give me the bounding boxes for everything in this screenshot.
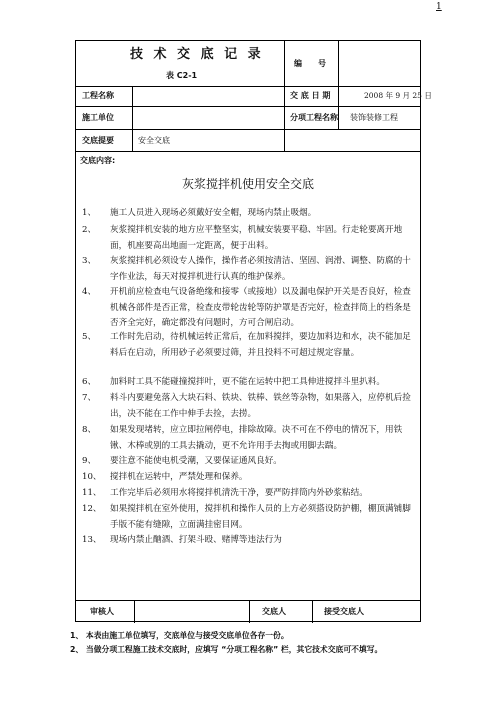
- page-number: 1: [436, 2, 442, 12]
- item-text: 料斗内要避免落入大块石料、铁块、铁棒、铁丝等杂物，如果落入，应停机后捡出，决不能在工作中伸手去捡，去捞。: [110, 393, 411, 419]
- disclosure-item: [82, 206, 416, 222]
- disclosure-item: [82, 375, 416, 391]
- reviewer-signature[interactable]: [138, 607, 246, 617]
- item-number: 4、: [82, 287, 97, 297]
- item-number: 13、: [82, 535, 102, 545]
- item-number: 1、: [82, 208, 97, 218]
- sub-project-value[interactable]: 装饰装修工程: [350, 113, 398, 122]
- form-title: 技 术 交 底 记 录: [130, 47, 264, 62]
- disclosure-item: [82, 470, 416, 486]
- item-number: 9、: [82, 456, 97, 466]
- column-divider: [249, 600, 250, 623]
- project-name-label: 工程名称: [82, 91, 114, 100]
- column-divider: [338, 41, 339, 129]
- item-number: 6、: [82, 377, 97, 387]
- item-number: 8、: [82, 425, 97, 435]
- row-divider: [76, 86, 420, 87]
- item-number: 10、: [82, 472, 102, 482]
- number-label: 编 号: [294, 59, 326, 68]
- sub-project-label: 分项工程名称: [290, 113, 338, 122]
- item-text: 搅拌机在运转中，严禁处理和保养。: [110, 472, 248, 482]
- column-divider: [134, 600, 135, 623]
- row-divider: [76, 129, 420, 130]
- date-value[interactable]: 2008 年 9 月 25 日: [364, 91, 432, 100]
- footnote-2: 2、 当做分项工程施工技术交底时，应填写 “分项工程名称” 栏，其它技术交底可不填写。: [70, 645, 383, 654]
- item-number: 2、: [82, 225, 97, 235]
- item-number: 5、: [82, 332, 97, 342]
- footnote-1: 1、 本表由施工单位填写，交底单位与接受交底单位各存一份。: [70, 631, 289, 640]
- column-divider: [312, 600, 313, 623]
- item-number: 11、: [82, 488, 102, 498]
- column-divider: [284, 41, 285, 151]
- item-text: 要注意不能使电机受潮，又要保证通风良好。: [110, 456, 282, 466]
- item-text: 工作完毕后必须用水将搅拌机清洗干净，要严防拌筒内外砂浆粘结。: [110, 488, 368, 498]
- item-number: 7、: [82, 393, 97, 403]
- disclosure-item: [82, 223, 416, 254]
- row-divider: [76, 600, 420, 601]
- disclosure-item: [82, 330, 416, 361]
- item-text: 如果发现堵转，应立即拉闸停电，排除故障。决不可在不停电的情况下，用铁锹、木棒或别的工具去撬动，更不允许用手去掏或用脚去踹。: [110, 425, 403, 451]
- content-label: 交底内容:: [80, 156, 116, 165]
- content-title: 灰浆搅拌机使用安全交底: [181, 177, 314, 191]
- receiver-signature[interactable]: [376, 607, 416, 617]
- item-text: 施工人员进入现场必须戴好安全帽，现场内禁止吸烟。: [110, 208, 317, 218]
- summary-label: 交底提要: [82, 136, 114, 145]
- disclosure-item: [82, 423, 416, 454]
- reviewer-label: 审核人: [90, 607, 114, 616]
- summary-value[interactable]: 安全交底: [138, 136, 170, 145]
- construction-unit-label: 施工单位: [82, 113, 114, 122]
- disclosure-item: [82, 391, 416, 422]
- discloser-label: 交底人: [262, 607, 286, 616]
- item-text: 开机前应检查电气设备绝缘和接零（或接地）以及漏电保护开关是否良好，检查机械各部件是否正常，检查皮带轮齿轮等防护罩是否完好，检查拌筒上的档条是否齐全完好，确定都没有问题时，方可合闸启动。: [110, 287, 411, 328]
- item-text: 现场内禁止酗酒、打架斗殴、赌博等违法行为: [110, 535, 282, 545]
- item-text: 工作时先启动，待机械运转正常后，在加料搅拌，要边加料边和水，决不能加足料后在启动，所用砂子必须要过筛，并且投料不可超过规定容量。: [110, 332, 411, 358]
- discloser-signature[interactable]: [288, 607, 310, 617]
- disclosure-item: [82, 454, 416, 470]
- item-text: 加料时工具不能碰撞搅拌叶，更不能在运转中把工具伸进搅拌斗里扒料。: [110, 377, 386, 387]
- column-divider: [132, 86, 133, 151]
- receiver-label: 接受交底人: [324, 607, 364, 616]
- row-divider: [76, 151, 420, 152]
- item-text: 如果搅拌机在室外使用，搅拌机和操作人员的上方必须搭设防护棚，棚顶满铺脚手版不能有缝隙，立面满挂密目网。: [110, 504, 411, 530]
- item-text: 灰浆搅拌机安装的地方应平整坚实，机械安装要平稳、牢固。行走轮要离开地面，机座要高出地面一定距离，便于出料。: [110, 225, 403, 251]
- item-number: 3、: [82, 256, 97, 266]
- item-text: 灰浆搅拌机必须设专人操作，操作者必须按清洁、坚固、润滑、调整、防腐的十字作业法，每天对搅拌机进行认真的维护保养。: [110, 256, 411, 282]
- disclosure-item: [82, 254, 416, 285]
- disclosure-form: [75, 40, 432, 622]
- row-divider: [76, 106, 420, 107]
- item-number: 12、: [82, 504, 102, 514]
- date-label: 交 底 日 期: [290, 91, 331, 100]
- disclosure-item: [82, 285, 416, 332]
- disclosure-item: [82, 502, 416, 533]
- disclosure-item: [82, 533, 416, 549]
- form-code: 表 C2-1: [166, 71, 198, 80]
- disclosure-item: [82, 486, 416, 502]
